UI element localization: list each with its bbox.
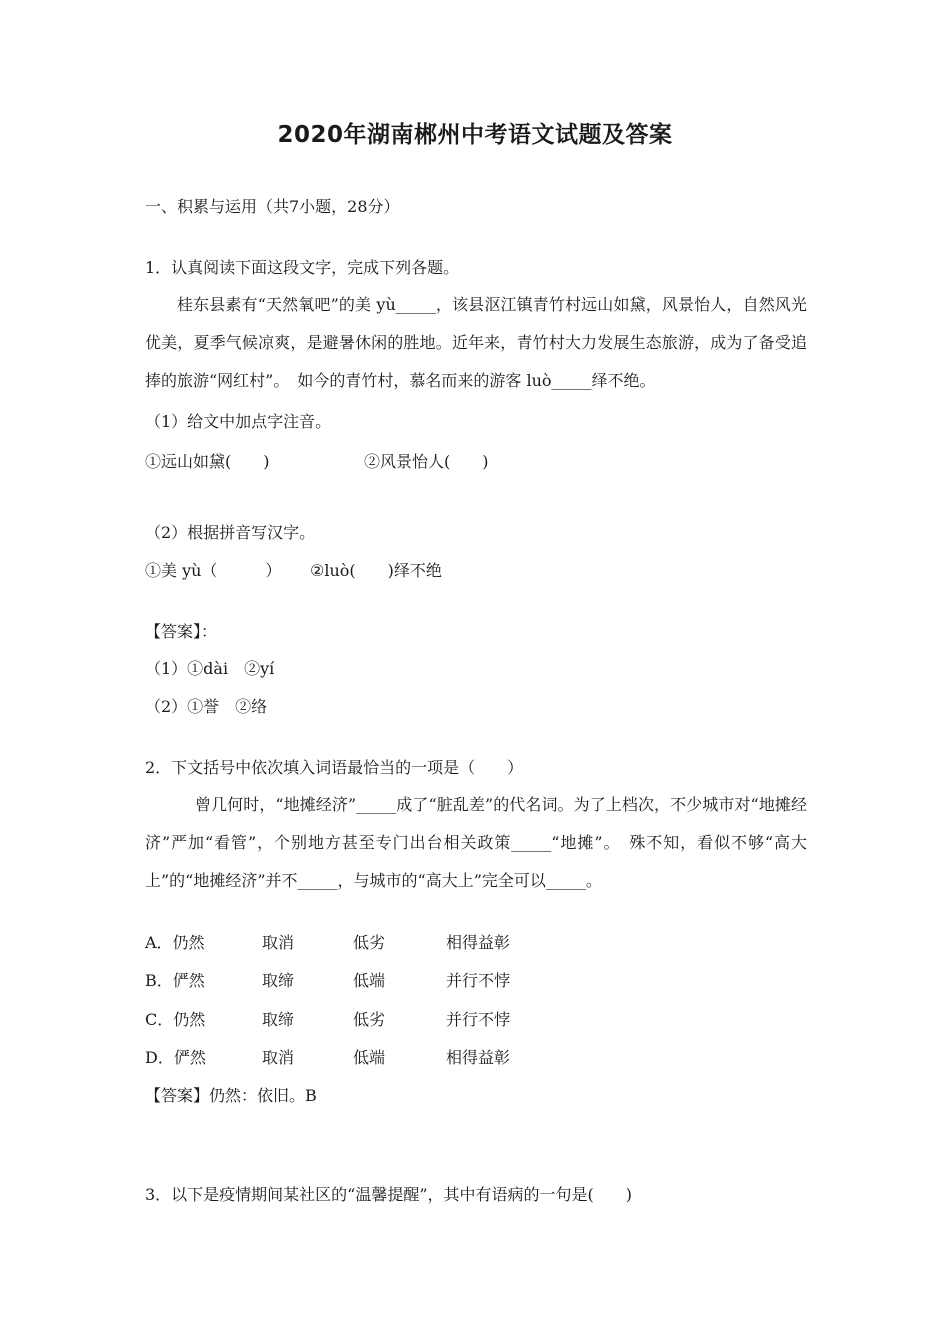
- q2-passage: 曾几何时，“地摊经济”_____成了“脏乱差”的代名词。为了上档次，不少城市对“地摊经济”严加“看管”，个别地方甚至专门出台相关政策_____“地摊”。 殊不知，看似不够“高大上”的“地摊经济”并不_____，与城市的“高大上”完全可以_____。: [145, 795, 807, 890]
- option-word: 取缔: [262, 1010, 295, 1029]
- option-label: D．俨然: [145, 1048, 206, 1067]
- q1-sub2: （2）根据拼音写汉字。: [145, 523, 316, 542]
- q1-passage: 桂东县素有“天然氧吧”的美 yù_____，该县沤江镇青竹村远山如黛，风景怡人，自然风光优美，夏季气候凉爽，是避暑休闲的胜地。近年来，青竹村大力发展生态旅游，成为了备受追捧的旅游“网红村”。 如今的青竹村，慕名而来的游客 luò_____绎不绝。: [145, 295, 807, 390]
- option-word: 低劣: [353, 933, 386, 952]
- q2-stem: 2．下文括号中依次填入词语最恰当的一项是（ ）: [145, 758, 524, 777]
- q1-sub2-b: ②luò( )绎不绝: [310, 561, 442, 580]
- q1-answer-2: （2）①誉 ②络: [145, 697, 268, 716]
- option-word: 并行不悖: [446, 971, 511, 990]
- section-heading: 一、积累与运用（共7小题，28分）: [145, 197, 400, 216]
- option-word: 低端: [353, 1048, 386, 1067]
- option-word: 低端: [353, 971, 386, 990]
- q1-answer-1: （1）①dài ②yí: [145, 659, 275, 678]
- option-label: B．俨然: [145, 971, 205, 990]
- page-title: 2020年湖南郴州中考语文试题及答案: [277, 122, 673, 148]
- q2-answer: 【答案】仍然：依旧。B: [145, 1086, 317, 1105]
- option-word: 取缔: [262, 971, 295, 990]
- option-label: A．仍然: [145, 933, 205, 952]
- q3-stem: 3．以下是疫情期间某社区的“温馨提醒”，其中有语病的一句是( ): [145, 1185, 633, 1204]
- option-word: 相得益彰: [446, 1048, 511, 1067]
- q1-answer-label: 【答案】：: [145, 622, 218, 641]
- q1-sub1-a: ①远山如黛( ): [145, 452, 270, 471]
- q1-sub1: （1）给文中加点字注音。: [145, 412, 332, 431]
- option-word: 取消: [262, 933, 295, 952]
- option-label: C．仍然: [145, 1010, 206, 1029]
- q1-sub2-a: ①美 yù（ ）: [145, 561, 282, 580]
- option-word: 并行不悖: [446, 1010, 511, 1029]
- option-word: 取消: [262, 1048, 295, 1067]
- option-word: 相得益彰: [446, 933, 511, 952]
- q1-sub1-b: ②风景怡人( ): [364, 452, 489, 471]
- option-word: 低劣: [353, 1010, 386, 1029]
- q1-stem: 1．认真阅读下面这段文字，完成下列各题。: [145, 258, 460, 277]
